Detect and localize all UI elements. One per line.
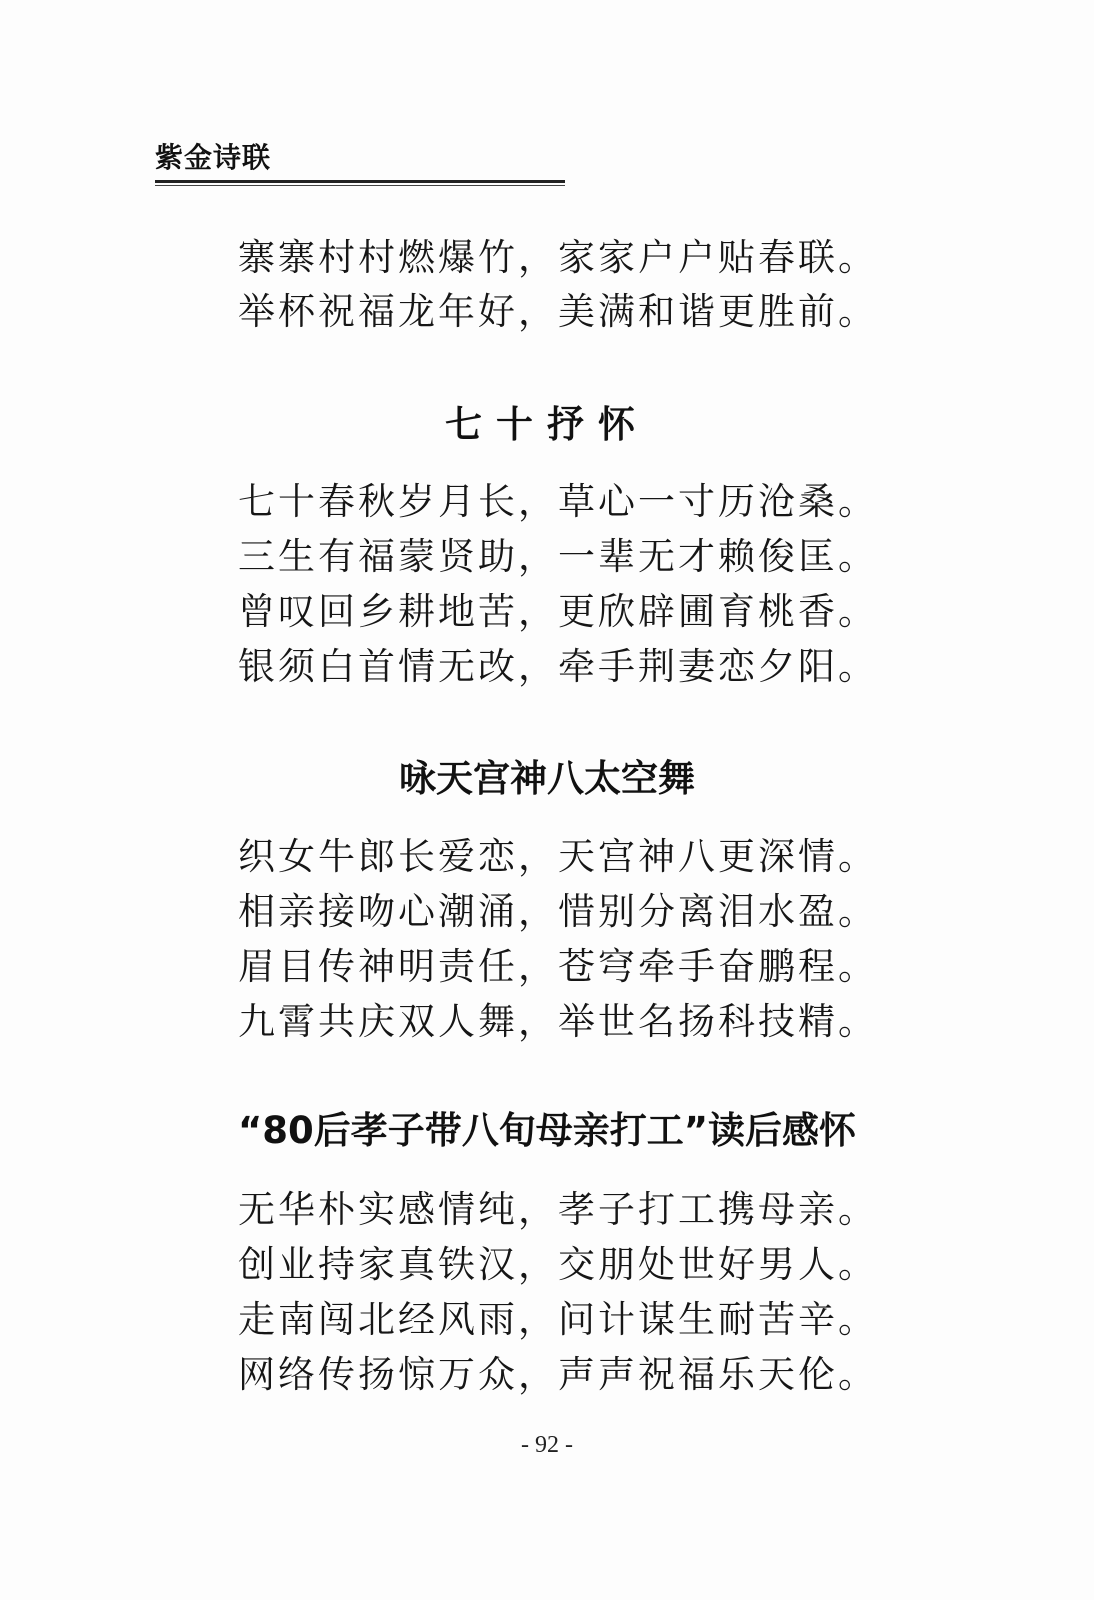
poem-line: 三生有福蒙贤助，一辈无才赖俊匡。	[238, 535, 878, 578]
header-rule-thin	[155, 185, 565, 186]
poem-title: “80后孝子带八旬母亲打工”读后感怀	[237, 1109, 857, 1152]
poem-line: 银须白首情无改，牵手荆妻恋夕阳。	[238, 645, 878, 688]
poem-title: 七十抒怀	[445, 403, 649, 446]
poem-line: 网络传扬惊万众，声声祝福乐天伦。	[238, 1353, 878, 1396]
poem-line: 相亲接吻心潮涌，惜别分离泪水盈。	[238, 890, 878, 933]
poem-line: 织女牛郎长爱恋，天宫神八更深情。	[238, 835, 878, 878]
poem-title: 咏天宫神八太空舞	[399, 757, 695, 800]
poem-line: 七十春秋岁月长，草心一寸历沧桑。	[238, 480, 878, 523]
poem-line: 曾叹回乡耕地苦，更欣辟圃育桃香。	[238, 590, 878, 633]
poem-line: 九霄共庆双人舞，举世名扬科技精。	[238, 1000, 878, 1043]
poem-line: 走南闯北经风雨，问计谋生耐苦辛。	[238, 1298, 878, 1341]
poem-line: 无华朴实感情纯，孝子打工携母亲。	[238, 1188, 878, 1231]
poem-line: 眉目传神明责任，苍穹牵手奋鹏程。	[238, 945, 878, 988]
header-rule	[155, 180, 565, 183]
running-header	[155, 140, 565, 186]
book-title: 紫金诗联	[155, 141, 272, 174]
page-number: - 92 -	[521, 1432, 573, 1458]
poem-line: 寨寨村村燃爆竹，家家户户贴春联。	[238, 236, 878, 279]
poem-line: 创业持家真铁汉，交朋处世好男人。	[238, 1243, 878, 1286]
poem-line: 举杯祝福龙年好，美满和谐更胜前。	[238, 290, 878, 333]
